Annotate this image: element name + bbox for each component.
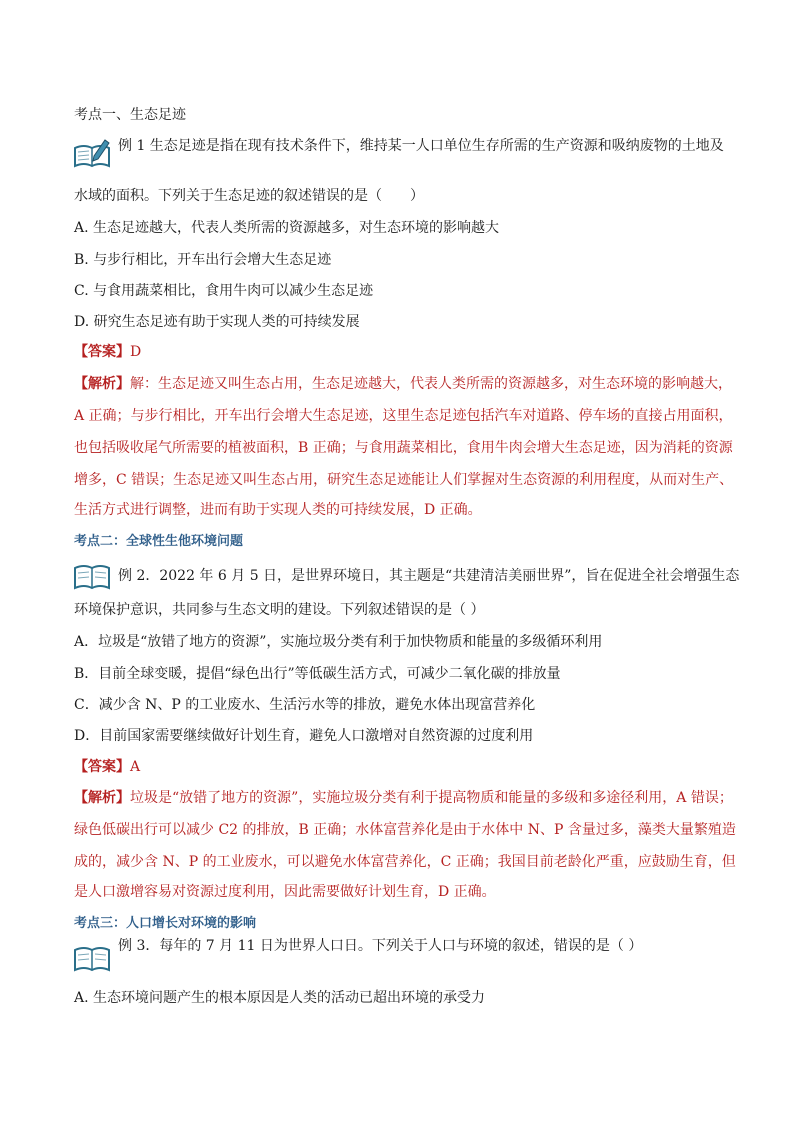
answer-tag: 【答案】 xyxy=(74,759,130,775)
example-1-option-a: A. 生态足迹越大，代表人类所需的资源越多，对生态环境的影响越大 xyxy=(74,220,500,236)
example-1-option-c: C. 与食用蔬菜相比，食用牛肉可以减少生态足迹 xyxy=(74,283,374,299)
example-2-analysis-line-3: 成的，减少含 N、P 的工业废水，可以避免水体富营养化，C 正确；我国目前老龄化严重，应鼓励生育，但 xyxy=(74,854,736,870)
example-1-analysis-line-1: 【解析】解：生态足迹又叫生态占用，生态足迹越大，代表人类所需的资源越多，对生态环境的影响越大， xyxy=(74,376,732,392)
example-2-analysis-line-2: 绿色低碳出行可以减少 C2 的排放，B 正确；水体富营养化是由于水体中 N、P 含量过多，藻类大量繁殖造 xyxy=(74,822,736,838)
example-1-answer xyxy=(74,342,141,362)
analysis-tag: 【解析】 xyxy=(74,790,130,806)
example-3-stem-line-1: 例 3．每年的 7 月 11 日为世界人口日。下列关于人口与环境的叙述，错误的是（ ） xyxy=(118,938,643,954)
example-2-option-c: C．减少含 N、P 的工业废水、生活污水等的排放，避免水体出现富营养化 xyxy=(74,697,536,713)
notebook-pencil-icon xyxy=(72,136,112,170)
open-book-icon xyxy=(72,940,112,974)
example-2-analysis-line-4: 是人口激增容易对资源过度利用，因此需要做好计划生育，D 正确。 xyxy=(74,884,496,900)
answer-value: D xyxy=(130,344,142,360)
example-1-analysis-line-3: 也包括吸收尾气所需要的植被面积，B 正确；与食用蔬菜相比，食用牛肉会增大生态足迹，因为消耗的资源 xyxy=(74,440,733,456)
example-1-option-d: D. 研究生态足迹有助于实现人类的可持续发展 xyxy=(74,314,360,330)
example-1-option-b: B. 与步行相比，开车出行会增大生态足迹 xyxy=(74,252,332,268)
example-1-stem-line-2: 水域的面积。下列关于生态足迹的叙述错误的是（ ） xyxy=(74,188,424,204)
answer-tag: 【答案】 xyxy=(74,344,130,360)
example-3-option-a: A. 生态环境问题产生的根本原因是人类的活动已超出环境的承受力 xyxy=(74,990,486,1006)
example-2-stem-line-1: 例 2．2022 年 6 月 5 日，是世界环境日，其主题是“共建清洁美丽世界”，旨在促进全社会增强生态 xyxy=(118,568,740,584)
example-2-stem-line-2: 环境保护意识，共同参与生态文明的建设。下列叙述错误的是（ ） xyxy=(74,602,485,618)
open-book-icon xyxy=(72,558,112,592)
example-2-option-a: A．垃圾是“放错了地方的资源”，实施垃圾分类有利于加快物质和能量的多级循环利用 xyxy=(74,634,603,650)
example-2-analysis-line-1: 【解析】垃圾是“放错了地方的资源”，实施垃圾分类有利于提高物质和能量的多级和多途径利用，A 错误； xyxy=(74,790,733,806)
example-1-analysis-line-4: 增多，C 错误；生态足迹又叫生态占用，研究生态足迹能让人们掌握对生态资源的利用程度，从而对生产、 xyxy=(74,472,734,488)
example-2-option-d: D．目前国家需要继续做好计划生育，避免人口激增对自然资源的过度利用 xyxy=(74,728,534,744)
section-title-3: 考点三：人口增长对环境的影响 xyxy=(74,916,257,931)
example-1-stem-line-1: 例 1 生态足迹是指在现有技术条件下，维持某一人口单位生存所需的生产资源和吸纳废物的土地及 xyxy=(118,138,724,154)
example-2-answer xyxy=(74,757,140,777)
example-1-analysis-line-2: A 正确；与步行相比，开车出行会增大生态足迹，这里生态足迹包括汽车对道路、停车场的直接占用面积， xyxy=(74,408,733,424)
example-1-analysis-line-5: 生活方式进行调整，进而有助于实现人类的可持续发展，D 正确。 xyxy=(74,502,482,518)
example-2-option-b: B．目前全球变暖，提倡“绿色出行”等低碳生活方式，可减少二氧化碳的排放量 xyxy=(74,666,561,682)
section-title-2: 考点二：全球性生他环境问题 xyxy=(74,534,244,549)
analysis-tag: 【解析】 xyxy=(74,376,130,392)
answer-value: A xyxy=(130,759,141,775)
section-title-1: 考点一、生态足迹 xyxy=(74,107,186,123)
